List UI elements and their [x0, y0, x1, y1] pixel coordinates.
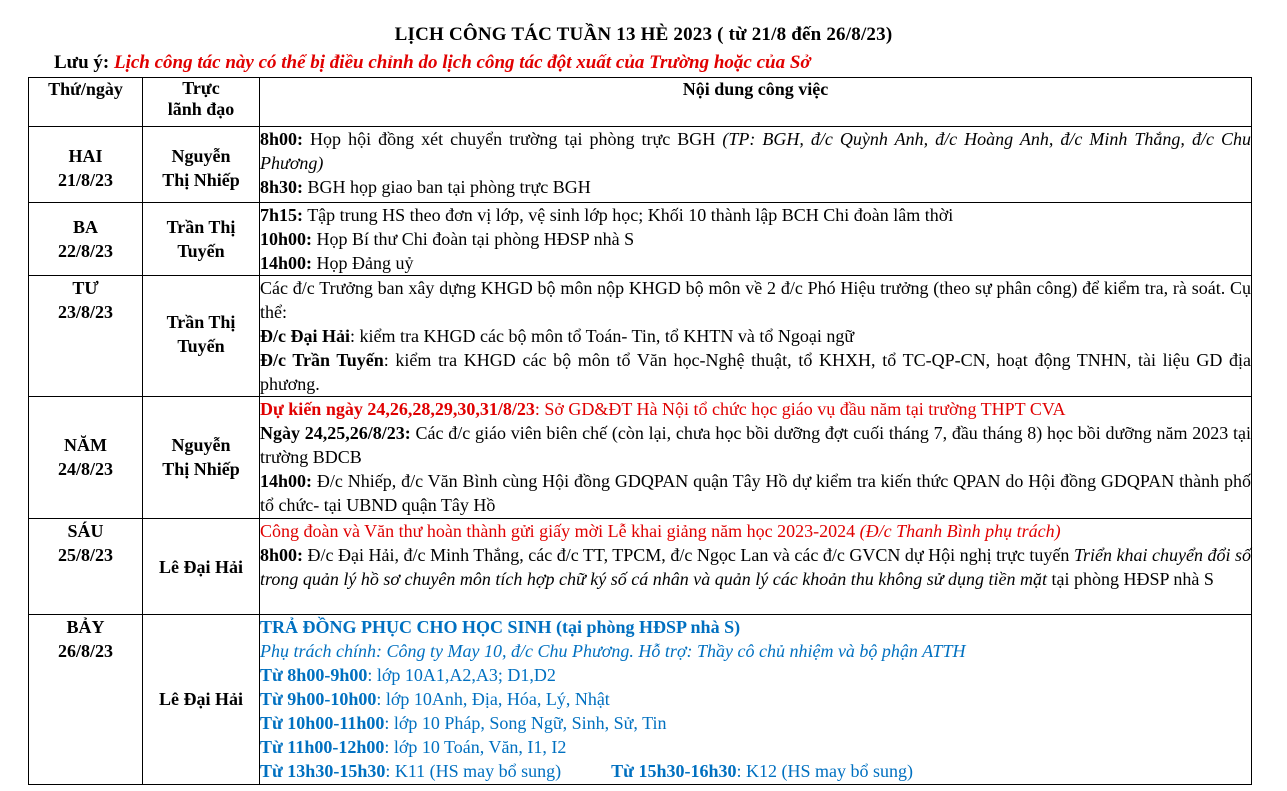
leader-cell: Nguyễn Thị Nhiếp — [143, 127, 260, 203]
day-cell: HAI 21/8/23 — [29, 127, 143, 203]
content-cell — [260, 203, 1252, 276]
task-line: Từ 13h30-15h30: K11 (HS may bổ sung) Từ 15h30-16h30: K12 (HS may bổ sung) — [260, 761, 913, 781]
task-line: Từ 10h00-11h00: lớp 10 Pháp, Song Ngữ, Sinh, Sử, Tin — [260, 713, 667, 733]
table-row — [29, 276, 1252, 397]
task-line: 14h00: Họp Đảng uỷ — [260, 253, 414, 273]
note-label: Lưu ý: — [54, 52, 110, 73]
content-cell — [260, 397, 1252, 519]
table-row — [29, 519, 1252, 615]
page-title: LỊCH CÔNG TÁC TUẦN 13 HÈ 2023 ( từ 21/8 đến 26/8/23) — [394, 24, 893, 45]
task-heading: TRẢ ĐỒNG PHỤC CHO HỌC SINH (tại phòng HĐSP nhà S) — [260, 617, 741, 637]
task-responsible: Phụ trách chính: Công ty May 10, đ/c Chu Phương. Hỗ trợ: Thầy cô chủ nhiệm và bộ phận ATTH — [260, 641, 966, 661]
note — [54, 52, 811, 74]
header-content: Nội dung công việc — [260, 78, 1252, 127]
table-row — [29, 203, 1252, 276]
task-line: 8h00: Họp hội đồng xét chuyển trường tại phòng trực BGH (TP: BGH, đ/c Quỳnh Anh, đ/c Hoàng Anh, đ/c Minh Thắng, đ/c Chu Phương) — [260, 129, 1251, 173]
task-line: Đ/c Trần Tuyến: kiểm tra KHGD các bộ môn tổ Văn học-Nghệ thuật, tổ KHXH, tổ TC-QP-CN, hoạt động TNHN, tài liệu GD địa phương. — [260, 350, 1252, 394]
day-cell: TƯ 23/8/23 — [29, 276, 143, 397]
leader-cell: Trần Thị Tuyến — [143, 276, 260, 397]
task-line: Dự kiến ngày 24,26,28,29,30,31/8/23: Sở GD&ĐT Hà Nội tổ chức học giáo vụ đầu năm tại trường THPT CVA — [260, 399, 1066, 419]
leader-cell: Lê Đại Hải — [143, 615, 260, 785]
task-line: Từ 9h00-10h00: lớp 10Anh, Địa, Hóa, Lý, Nhật — [260, 689, 610, 709]
header-row — [29, 78, 1252, 127]
day-cell: NĂM 24/8/23 — [29, 397, 143, 519]
task-line: 8h30: BGH họp giao ban tại phòng trực BGH — [260, 177, 591, 197]
content-cell — [260, 127, 1252, 203]
day-cell: BẢY 26/8/23 — [29, 615, 143, 785]
task-intro: Các đ/c Trưởng ban xây dựng KHGD bộ môn nộp KHGD bộ môn về 2 đ/c Phó Hiệu trưởng (theo sự phân công) để kiểm tra, rà soát. Cụ thể: — [260, 278, 1251, 322]
table-row — [29, 397, 1252, 519]
content-cell — [260, 276, 1252, 397]
task-line: 10h00: Họp Bí thư Chi đoàn tại phòng HĐSP nhà S — [260, 229, 635, 249]
task-line: Từ 8h00-9h00: lớp 10A1,A2,A3; D1,D2 — [260, 665, 556, 685]
table-row — [29, 127, 1252, 203]
task-line: Công đoàn và Văn thư hoàn thành gửi giấy mời Lễ khai giảng năm học 2023-2024 (Đ/c Thanh Bình phụ trách) — [260, 521, 1061, 541]
header-leader: Trực lãnh đạo — [143, 78, 260, 127]
leader-cell: Lê Đại Hải — [143, 519, 260, 615]
task-line: Đ/c Đại Hải: kiểm tra KHGD các bộ môn tổ Toán- Tin, tổ KHTN và tổ Ngoại ngữ — [260, 326, 855, 346]
schedule-table — [28, 77, 1252, 785]
note-text: Lịch công tác này có thể bị điều chỉnh do lịch công tác đột xuất của Trường hoặc của Sở — [113, 52, 811, 73]
table-row — [29, 615, 1252, 785]
content-cell — [260, 519, 1252, 615]
header-day: Thứ/ngày — [29, 78, 143, 127]
content-cell — [260, 615, 1252, 785]
day-cell: SÁU 25/8/23 — [29, 519, 143, 615]
leader-cell: Nguyễn Thị Nhiếp — [143, 397, 260, 519]
task-line: 7h15: Tập trung HS theo đơn vị lớp, vệ sinh lớp học; Khối 10 thành lập BCH Chi đoàn lâm thời — [260, 205, 954, 225]
task-line: Ngày 24,25,26/8/23: Các đ/c giáo viên biên chế (còn lại, chưa học bồi dưỡng đợt cuối tháng 7, đầu tháng 8) học bồi dưỡng năm 2023 tại trường BDCB — [260, 423, 1251, 467]
task-line: 8h00: Đ/c Đại Hải, đ/c Minh Thắng, các đ/c TT, TPCM, đ/c Ngọc Lan và các đ/c GVCN dự Hội nghị trực tuyến Triển khai chuyển đổi số trong quản lý hồ sơ chuyên môn tích hợp chữ ký số cá nhân và quản lý các khoản thu không sử dụng tiền mặt tại phòng HĐSP nhà S — [260, 545, 1251, 589]
leader-cell: Trần Thị Tuyến — [143, 203, 260, 276]
task-line: Từ 11h00-12h00: lớp 10 Toán, Văn, I1, I2 — [260, 737, 567, 757]
day-cell: BA 22/8/23 — [29, 203, 143, 276]
task-line: 14h00: Đ/c Nhiếp, đ/c Văn Bình cùng Hội đồng GDQPAN quận Tây Hồ dự kiểm tra kiến thức QPAN do Hội đồng GDQPAN thành phố tổ chức- tại UBND quận Tây Hồ — [260, 471, 1251, 515]
